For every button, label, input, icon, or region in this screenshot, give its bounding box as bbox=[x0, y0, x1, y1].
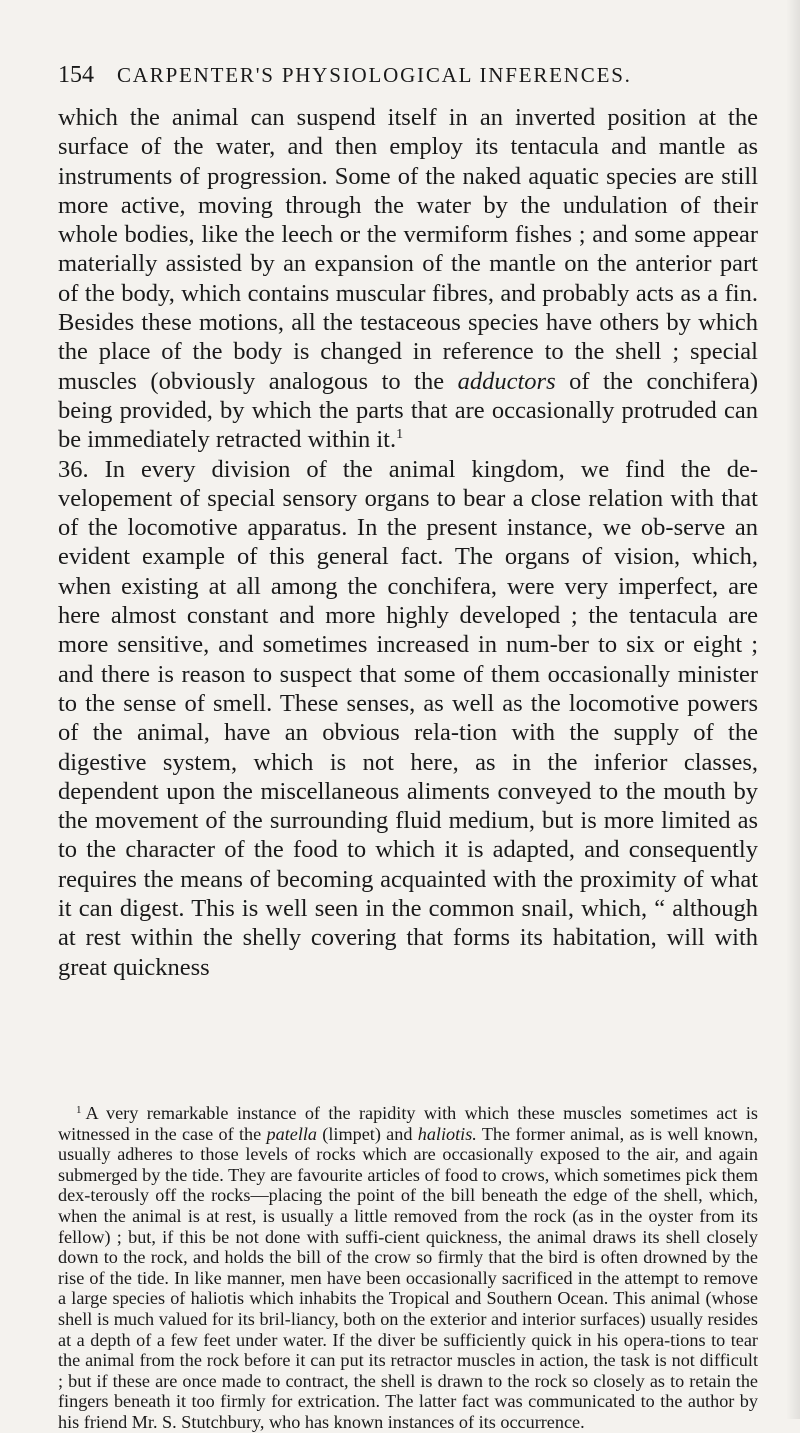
paragraph-text: which the animal can suspend itself in an inverted position at the surface of the water, and then employ its tentacula and mantle as instruments of progression. Some of the naked aquatic species are still more active, moving through the water by the undulation of their whole bodies, like the leech or the vermiform fishes ; and some appear materially assisted by an expansion of the mantle on the anterior part of the body, which contains muscular fibres, and probably acts as a fin. Besides these motions, all the testaceous species have others by which the place of the body is changed in reference to the shell ; special muscles (obviously analogous to the bbox=[58, 104, 758, 395]
footnote-mark: 1 bbox=[76, 1104, 82, 1116]
italic-term: patella bbox=[266, 1123, 318, 1144]
running-head: CARPENTER'S PHYSIOLOGICAL INFERENCES. bbox=[117, 63, 632, 87]
footnote-paragraph bbox=[58, 1100, 758, 1433]
paragraph-continued bbox=[58, 103, 758, 455]
page-edge-shadow bbox=[786, 0, 800, 1419]
footnote-text: (limpet) and bbox=[317, 1123, 418, 1144]
italic-term: haliotis. bbox=[417, 1123, 477, 1144]
body-text bbox=[58, 103, 758, 982]
footnote bbox=[58, 1100, 758, 1433]
footnote-text: A very remarkable instance of the rapidity with which these muscles sometimes act is witnessed in the case of the bbox=[58, 1103, 758, 1144]
footnote-reference: 1 bbox=[396, 427, 404, 443]
page-number: 154 bbox=[58, 62, 94, 88]
page-header bbox=[58, 60, 758, 90]
footnote-text: The former animal, as is well known, usually adheres to those levels of rocks which are occasionally exposed to the air, and again submerged by the tide. They are favourite articles of food to crows, which sometimes pick them dex-terously off the rocks—placing the point of the bill beneath the edge of the shell, which, when the animal is at rest, is usually a little removed from the rock (as in the oyster from its fellow) ; but, if this be not done with suffi-cient quickness, the animal draws its shell closely down to the rock, and holds the bill of the crow so firmly that the bird is often drowned by the rise of the tide. In like manner, men have been occasionally sacrificed in the attempt to remove a large species of haliotis which inhabits the Tropical and Southern Ocean. This animal (whose shell is much valued for its bril-liancy, both on the exterior and interior surfaces) usually resides at a depth of a few feet under water. If the diver be sufficiently quick in his opera-tions to tear the animal from the rock before it can put its retractor muscles in action, the task is not difficult ; but if these are once made to contract, the shell is drawn to the rock so closely as to retain the fingers beneath it too firmly for extrication. The latter fact was communicated to the author by his friend Mr. S. Stutchbury, who has known instances of its occurrence. bbox=[58, 1123, 758, 1432]
italic-term: adductors bbox=[457, 367, 556, 395]
paragraph-text: of the conchifera) being provided, by which the parts that are occasionally protruded can be immediately retracted within it. bbox=[58, 367, 758, 454]
paragraph-36: 36. In every division of the animal kingdom, we find the de-velopement of special sensory organs to bear a close relation with that of the locomotive apparatus. In the present instance, we ob-serve an evident example of this general fact. The organs of vision, which, when existing at all among the conchifera, were very imperfect, are here almost constant and more highly developed ; the tentacula are more sensitive, and sometimes increased in num-ber to six or eight ; and there is reason to suspect that some of them occasionally minister to the sense of smell. These senses, as well as the locomotive powers of the animal, have an obvious rela-tion with the supply of the digestive system, which is not here, as in the inferior classes, dependent upon the miscellaneous aliments conveyed to the mouth by the movement of the surrounding fluid medium, but is more limited as to the character of the food to which it is adapted, and consequently requires the means of becoming acquainted with the proximity of what it can digest. This is well seen in the common snail, which, “ although at rest within the shelly covering that forms its habitation, will with great quickness bbox=[58, 455, 758, 981]
